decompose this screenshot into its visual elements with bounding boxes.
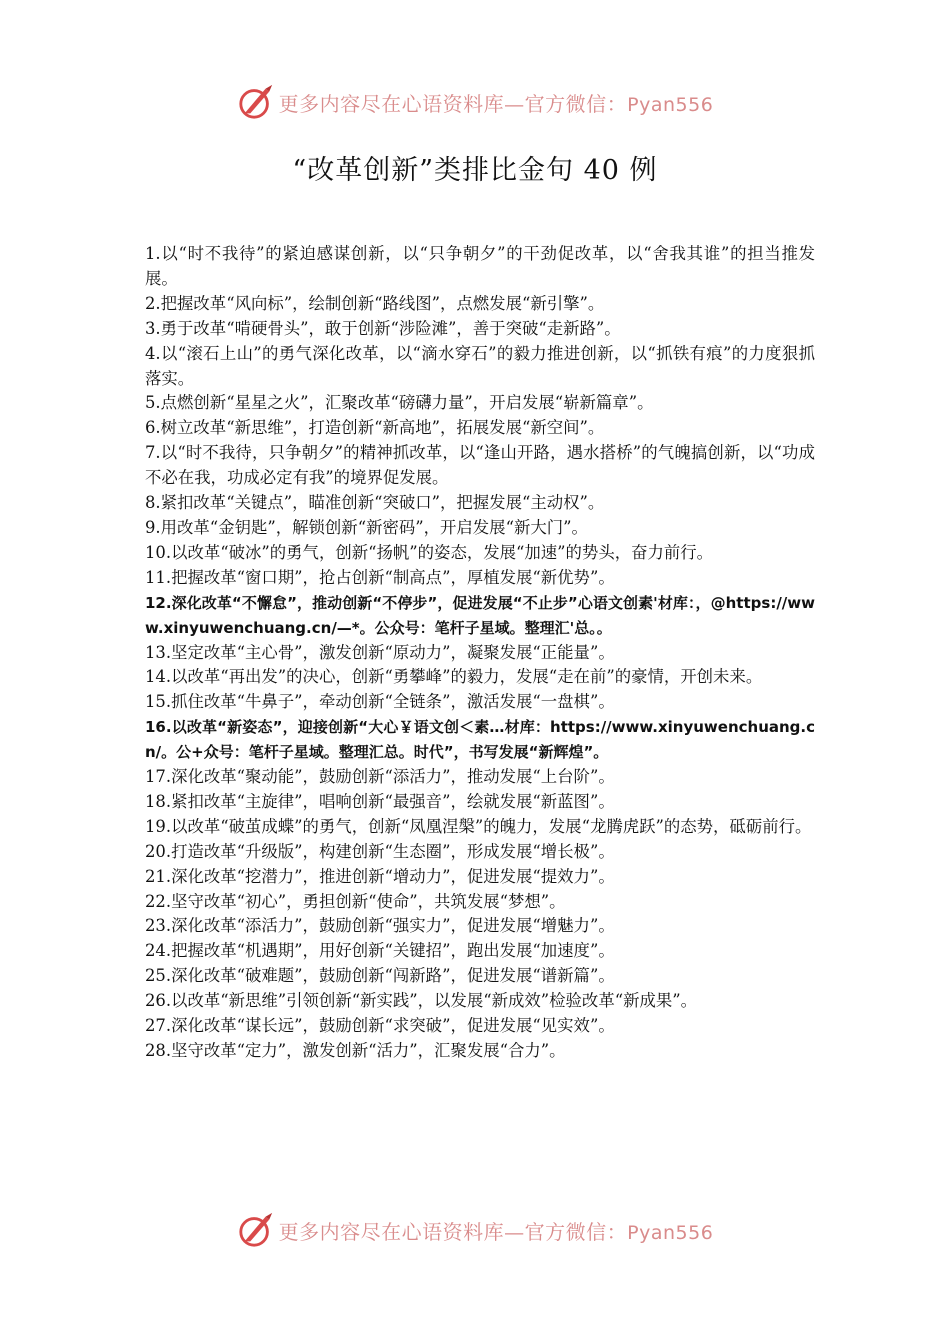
footer-banner [0, 1208, 950, 1252]
header-banner-text: 更多内容尽在心语资料库—官方微信：Pyan556 [278, 91, 714, 116]
list-item: 7.以“时不我待，只争朝夕”的精神抓改革，以“逢山开路，遇水搭桥”的气魄搞创新，以“功成不必在我，功成必定有我”的境界促发展。 [145, 443, 815, 488]
list-item: 15.抓住改革“牛鼻子”，牵动创新“全链条”，激活发展“一盘棋”。 [145, 692, 615, 712]
list-item: 12.深化改革“不懈怠”，推动创新“不停步”，促进发展“不止步”心语文创素'材库：，@https://www.xinyuwenchuang.cn/—*。公众号：笔杆子星域。整理汇'总。。 [145, 593, 815, 637]
list-item: 5.点燃创新“星星之火”，汇聚改革“磅礴力量”，开启发展“崭新篇章”。 [145, 393, 654, 413]
list-item: 25.深化改革“破难题”，鼓励创新“闯新路”，促进发展“谱新篇”。 [145, 966, 615, 986]
list-item: 4.以“滚石上山”的勇气深化改革，以“滴水穿石”的毅力推进创新，以“抓铁有痕”的力度狠抓落实。 [145, 343, 815, 388]
document-title: “改革创新”类排比金句 40 例 [292, 155, 658, 186]
quill-pen-logo-icon [237, 1211, 275, 1249]
document-body [145, 242, 815, 1064]
list-item: 18.紧扣改革“主旋律”，唱响创新“最强音”，绘就发展“新蓝图”。 [145, 791, 615, 811]
list-item: 1.以“时不我待”的紧迫感谋创新，以“只争朝夕”的干劲促改革，以“舍我其谁”的担当推发展。 [145, 244, 815, 288]
list-item: 28.坚守改革“定力”，激发创新“活力”，汇聚发展“合力”。 [145, 1041, 566, 1060]
list-item: 9.用改革“金钥匙”，解锁创新“新密码”，开启发展“新大门”。 [145, 517, 588, 537]
quill-pen-logo-icon [237, 83, 275, 121]
list-item: 20.打造改革“升级版”，构建创新“生态圈”，形成发展“增长极”。 [145, 841, 615, 861]
wechat-id: Pyan556 [627, 1221, 714, 1244]
list-item: 17.深化改革“聚动能”，鼓励创新“添活力”，推动发展“上台阶”。 [145, 767, 615, 787]
list-item: 23.深化改革“添活力”，鼓励创新“强实力”，促进发展“增魅力”。 [145, 916, 615, 936]
list-item: 22.坚守改革“初心”，勇担创新“使命”，共筑发展“梦想”。 [145, 891, 566, 911]
list-item: 6.树立改革“新思维”，打造创新“新高地”，拓展发展“新空间”。 [145, 418, 605, 438]
list-item: 13.坚定改革“主心骨”，激发创新“原动力”，凝聚发展“正能量”。 [145, 642, 615, 662]
list-item: 2.把握改革“风向标”，绘制创新“路线图”，点燃发展“新引擎”。 [145, 293, 605, 313]
list-item: 21.深化改革“挖潜力”，推进创新“增动力”，促进发展“提效力”。 [145, 866, 615, 886]
wechat-id: Pyan556 [627, 93, 714, 116]
list-item: 8.紧扣改革“关键点”，瞄准创新“突破口”，把握发展“主动权”。 [145, 493, 605, 513]
footer-banner-text: 更多内容尽在心语资料库—官方微信：Pyan556 [278, 1219, 714, 1244]
list-item: 3.勇于改革“啃硬骨头”，敢于创新“涉险滩”，善于突破“走新路”。 [145, 318, 621, 338]
header-banner [0, 80, 950, 124]
list-item: 10.以改革“破冰”的勇气，创新“扬帆”的姿态，发展“加速”的势头，奋力前行。 [145, 542, 714, 562]
list-item: 27.深化改革“谋长远”，鼓励创新“求突破”，促进发展“见实效”。 [145, 1016, 615, 1036]
list-item: 24.把握改革“机遇期”，用好创新“关键招”，跑出发展“加速度”。 [145, 941, 615, 961]
list-item: 16.以改革“新姿态”，迎接创新“大心￥语文创＜素…材库：https://www.xinyuwenchuang.cn/。公+众号：笔杆子星域。整理汇总。时代”，书写发展“新辉煌”。 [145, 718, 815, 762]
list-item: 26.以改革“新思维”引领创新“新实践”，以发展“新成效”检验改革“新成果”。 [145, 991, 698, 1011]
list-item: 19.以改革“破茧成蝶”的勇气，创新“凤凰涅槃”的魄力，发展“龙腾虎跃”的态势，砥砺前行。 [145, 816, 812, 836]
list-item: 14.以改革“再出发”的决心，创新“勇攀峰”的毅力，发展“走在前”的豪情，开创未来。 [145, 667, 763, 687]
list-item: 11.把握改革“窗口期”，抢占创新“制高点”，厚植发展“新优势”。 [145, 567, 615, 587]
